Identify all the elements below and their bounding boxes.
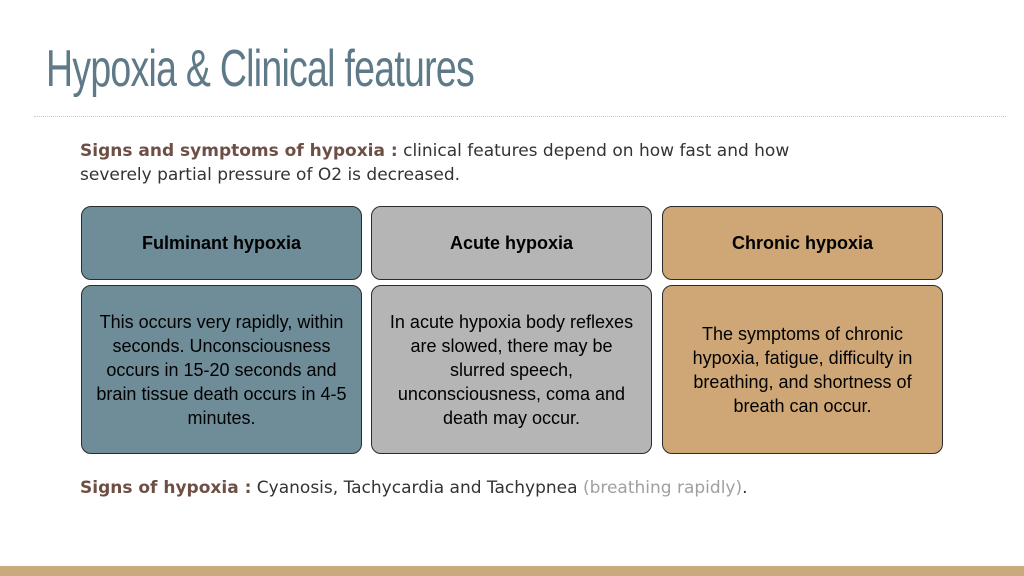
signs-end: . — [742, 478, 748, 498]
acute-hypoxia-heading — [371, 206, 652, 280]
fulminant-hypoxia-heading — [81, 206, 362, 280]
signs-paragraph — [80, 476, 748, 500]
title-divider — [34, 116, 1006, 117]
page-title: Hypoxia & Clinical features — [46, 40, 474, 98]
footer-bar — [0, 566, 1024, 576]
fulminant-hypoxia-description — [81, 285, 362, 454]
intro-text: clinical features depend on how fast and how severely partial pressure of O2 is decreased. — [80, 141, 790, 185]
fulminant-hypoxia-description-text: This occurs very rapidly, within seconds. Unconsciousness occurs in 15-20 seconds and brain tissue death occurs in 4-5 minutes. — [96, 311, 347, 428]
acute-hypoxia-heading-label: Acute hypoxia — [449, 232, 574, 253]
signs-note: (breathing rapidly) — [582, 478, 743, 498]
signs-text: Cyanosis, Tachycardia and Tachypnea — [256, 478, 578, 498]
chronic-hypoxia-heading-label: Chronic hypoxia — [731, 232, 874, 253]
chronic-hypoxia-description — [662, 285, 943, 454]
signs-label: Signs of hypoxia : — [80, 478, 252, 498]
intro-paragraph — [80, 139, 860, 187]
acute-hypoxia-description — [371, 285, 652, 454]
intro-label: Signs and symptoms of hypoxia : — [80, 141, 398, 161]
chronic-hypoxia-heading — [662, 206, 943, 280]
acute-hypoxia-description-text: In acute hypoxia body reflexes are slowed, there may be slurred speech, unconsciousness, coma and death may occur. — [389, 311, 634, 428]
fulminant-hypoxia-heading-label: Fulminant hypoxia — [141, 232, 301, 253]
chronic-hypoxia-description-text: The symptoms of chronic hypoxia, fatigue, difficulty in breathing, and shortness of breath can occur. — [692, 323, 913, 416]
